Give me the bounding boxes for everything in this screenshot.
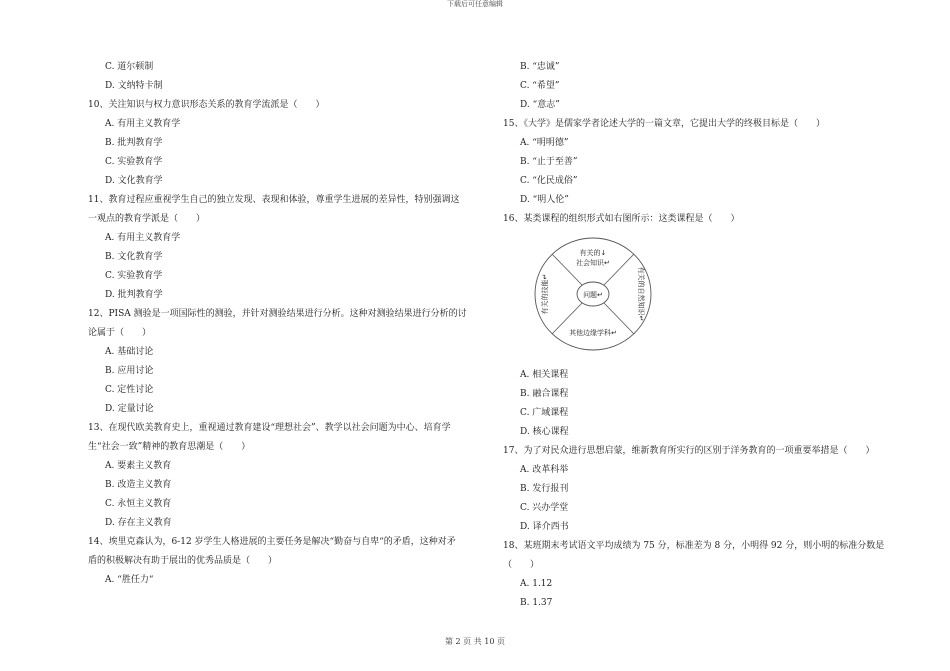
answer-option: A. 有用主义教育学: [105, 233, 181, 243]
answer-option: C. 道尔顿制: [105, 62, 154, 72]
left-column: [88, 58, 493, 590]
answer-option: A. 基础讨论: [105, 347, 154, 357]
answer-option: B. 应用讨论: [105, 366, 154, 376]
answer-option: A. 要素主义教育: [105, 461, 172, 471]
answer-option: B. 发行报刊: [520, 484, 569, 494]
question-text: 盾的积极解决有助于展出的优秀品质是（ ）: [88, 556, 278, 566]
answer-option: D. 核心课程: [520, 427, 569, 437]
question-text: 一观点的教育学派是（ ）: [88, 214, 206, 224]
answer-option: B. “忠诚”: [520, 62, 560, 72]
question-text: 15、《大学》是儒家学者论述大学的一篇文章，它提出大学的终极目标是（ ）: [503, 119, 825, 129]
page-header: 下载后可任意编辑: [447, 0, 503, 8]
answer-option: A. 有用主义教育学: [105, 119, 181, 129]
answer-option: C. “化民成俗”: [520, 176, 578, 186]
answer-option: D. “意志”: [520, 100, 560, 110]
answer-option: A. 相关课程: [520, 370, 569, 380]
answer-option: D. 文化教育学: [105, 176, 163, 186]
question-text: 论属于（ ）: [88, 328, 152, 338]
answer-option: C. 实验教育学: [105, 271, 163, 281]
answer-option: D. 译介西书: [520, 522, 569, 532]
question-text: 16、某类课程的组织形式如右图所示：这类课程是（ ）: [503, 214, 740, 224]
answer-option: A. 改革科举: [520, 465, 569, 475]
answer-option: B. 批判教育学: [105, 138, 163, 148]
diagram-center-label: 问题↵: [583, 291, 603, 299]
answer-option: A. “明明德”: [520, 138, 569, 148]
diagram-bottom-label: 其他边缘学科↵: [569, 329, 617, 337]
diagram-top-label: 有关的↓: [579, 249, 607, 257]
question-text: 生“社会一致”精神的教育思潮是（ ）: [88, 442, 251, 452]
question-text: 14、埃里克森认为，6-12 岁学生人格进展的主要任务是解决“勤奋与自卑“的矛盾，这种对矛: [88, 537, 456, 547]
curriculum-diagram: [523, 231, 908, 366]
answer-option: D. “明人伦”: [520, 195, 569, 205]
question-text: 17、为了对民众进行思想启蒙，维新教育所实行的区别于洋务教育的一项重要举措是（ ）: [503, 446, 875, 456]
answer-option: C. 兴办学堂: [520, 503, 569, 513]
question-text: （ ）: [503, 560, 540, 570]
question-text: 11、教育过程应重视学生自己的独立发现、表现和体验，尊重学生进展的差异性，特别强调这: [88, 195, 460, 205]
answer-option: B. “止于至善”: [520, 157, 578, 167]
answer-option: D. 定量讨论: [105, 404, 154, 414]
question-text: 13、在现代欧美教育史上，重视通过教育建设“理想社会”、教学以社会问题为中心、培育学: [88, 423, 451, 433]
diagram-top-label-2: 社会知识↵: [576, 259, 610, 267]
answer-option: B. 文化教育学: [105, 252, 163, 262]
answer-option: A. 1.12: [520, 579, 553, 589]
curriculum-diagram-svg: [523, 231, 663, 361]
answer-option: D. 批判教育学: [105, 290, 163, 300]
diagram-right-label: 有关的自然知识↵: [637, 266, 645, 322]
answer-option: B. 1.37: [520, 598, 553, 608]
answer-option: C. 永恒主义教育: [105, 499, 172, 509]
answer-option: D. 文纳特卡制: [105, 81, 163, 91]
right-column: [503, 58, 908, 613]
answer-option: C. 实验教育学: [105, 157, 163, 167]
answer-option: D. 存在主义教育: [105, 518, 172, 528]
question-text: 18、某班期末考试语文平均成绩为 75 分，标准差为 8 分，小明得 92 分，则小明的标准分数是: [503, 541, 885, 551]
page-footer: 第 2 页 共 10 页: [445, 637, 505, 646]
answer-option: A. “胜任力“: [105, 575, 154, 585]
answer-option: B. 改造主义教育: [105, 480, 172, 490]
answer-option: C. 定性讨论: [105, 385, 154, 395]
answer-option: B. 融合课程: [520, 389, 569, 399]
question-text: 10、关注知识与权力意识形态关系的教育学流派是（ ）: [88, 100, 325, 110]
question-text: 12、PISA 测验是一项国际性的测验，并针对测验结果进行分析。这种对测验结果进行分析的讨: [88, 309, 467, 319]
answer-option: C. 广域课程: [520, 408, 569, 418]
diagram-left-label: 有关的技能↵: [541, 273, 549, 315]
answer-option: C. “希望”: [520, 81, 560, 91]
